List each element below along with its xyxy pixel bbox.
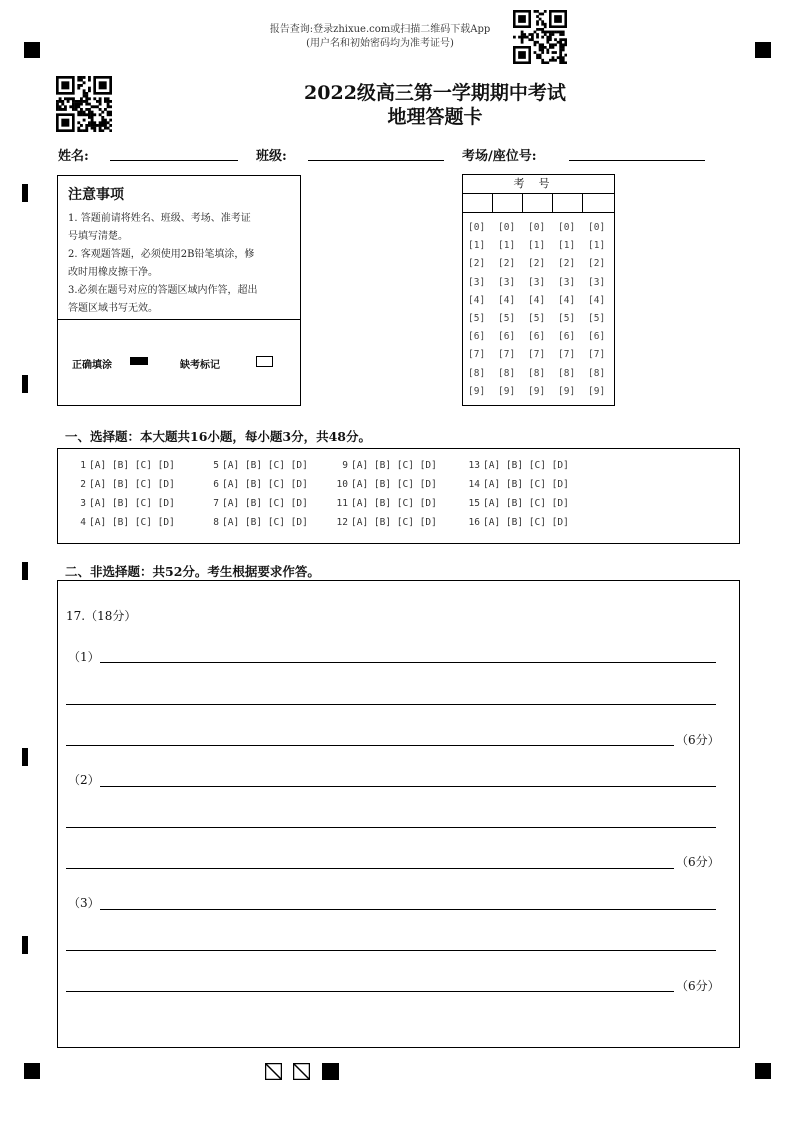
digit-bubble[interactable]: [2]: [498, 258, 516, 270]
notice-line: 1. 答题前请将姓名、班级、考场、准考证: [68, 213, 251, 224]
digit-bubble[interactable]: [6]: [558, 331, 576, 343]
question-number: 9: [342, 460, 348, 471]
section1-title: 一、选择题：本大题共16小题，每小题3分，共48分。: [65, 429, 371, 444]
choice-question-row[interactable]: [336, 517, 437, 528]
digit-bubble[interactable]: [0]: [558, 222, 576, 233]
digit-bubble[interactable]: [3]: [588, 276, 606, 288]
part-3-score: （6分）: [676, 979, 720, 993]
question-number: 8: [213, 517, 219, 528]
digit-bubble[interactable]: [3]: [498, 276, 516, 288]
qr-code-icon[interactable]: [513, 10, 567, 64]
timing-bar: [22, 184, 28, 202]
digit-bubble[interactable]: [7]: [498, 349, 516, 361]
question-number: 4: [80, 517, 86, 528]
exam-number-cell[interactable]: [523, 194, 553, 213]
choice-question-row[interactable]: [74, 479, 175, 490]
digit-bubble[interactable]: [8]: [468, 367, 486, 379]
question-number: 6: [213, 479, 219, 490]
answer-line[interactable]: [66, 704, 716, 705]
digit-bubble[interactable]: [2]: [558, 258, 576, 270]
choice-question-row[interactable]: [207, 517, 308, 528]
answer-line[interactable]: [66, 745, 674, 746]
digit-bubble[interactable]: [5]: [468, 313, 486, 324]
answer-options[interactable]: [A] [B] [C] [D]: [89, 498, 175, 509]
digit-bubble[interactable]: [8]: [588, 367, 606, 379]
choice-question-row[interactable]: [336, 460, 437, 471]
digit-bubble[interactable]: [0]: [528, 222, 546, 233]
answer-line[interactable]: [66, 950, 716, 951]
digit-bubble[interactable]: [6]: [498, 331, 516, 343]
answer-options[interactable]: [A] [B] [C] [D]: [89, 460, 175, 471]
question-number: 1: [80, 460, 86, 471]
digit-bubble[interactable]: [9]: [468, 385, 486, 397]
name-label: 姓名:: [58, 149, 89, 164]
timing-bar: [22, 375, 28, 393]
choice-question-row[interactable]: [207, 479, 308, 490]
choice-question-row[interactable]: [468, 460, 569, 471]
answer-options[interactable]: [A] [B] [C] [D]: [483, 517, 569, 528]
digit-bubble[interactable]: [5]: [498, 313, 516, 324]
digit-bubble[interactable]: [3]: [558, 276, 576, 288]
written-answer-area: [57, 580, 740, 1048]
digit-bubble[interactable]: [2]: [468, 258, 486, 270]
exam-title: 2022级高三第一学期期中考试: [304, 82, 566, 104]
digit-bubble[interactable]: [9]: [558, 385, 576, 397]
notice-title: 注意事项: [68, 187, 124, 203]
answer-options[interactable]: [A] [B] [C] [D]: [483, 479, 569, 490]
name-field[interactable]: [110, 160, 238, 161]
choice-question-row[interactable]: [336, 498, 437, 509]
report-query-notice: [230, 23, 530, 51]
exam-number-cell[interactable]: [583, 194, 614, 213]
question-number: 14: [468, 479, 480, 490]
choice-question-row[interactable]: [468, 517, 569, 528]
answer-line[interactable]: [66, 868, 674, 869]
choice-question-row[interactable]: [468, 498, 569, 509]
qr-code-icon: [56, 76, 112, 132]
choice-question-row[interactable]: [336, 479, 437, 490]
part-1-label: （1）: [68, 650, 100, 664]
digit-bubble[interactable]: [8]: [498, 367, 516, 379]
divider: [58, 319, 300, 320]
answer-options[interactable]: [A] [B] [C] [D]: [351, 479, 437, 490]
digit-bubble[interactable]: [4]: [528, 294, 546, 306]
part-3-label: （3）: [68, 896, 100, 910]
exam-number-cell[interactable]: [463, 194, 493, 213]
digit-bubble[interactable]: [5]: [528, 313, 546, 324]
digit-bubble[interactable]: [1]: [588, 240, 606, 252]
digit-bubble[interactable]: [7]: [558, 349, 576, 361]
exam-number-cell[interactable]: [493, 194, 523, 213]
digit-bubble[interactable]: [3]: [528, 276, 546, 288]
page-code-box-slashed: [265, 1063, 282, 1080]
absent-mark-checkbox[interactable]: [256, 356, 273, 367]
answer-options[interactable]: [A] [B] [C] [D]: [351, 460, 437, 471]
question-number: 10: [336, 479, 348, 490]
digit-bubble[interactable]: [9]: [588, 385, 606, 397]
exam-number-cell[interactable]: [553, 194, 583, 213]
correct-fill-label: 正确填涂: [72, 360, 112, 371]
answer-line[interactable]: [100, 662, 716, 663]
timing-bar: [22, 562, 28, 580]
notice-line: 改时用橡皮擦干净。: [68, 267, 158, 278]
part-1-score: （6分）: [676, 733, 720, 747]
choice-question-row[interactable]: [468, 479, 569, 490]
student-info-row: [58, 145, 738, 167]
digit-bubble[interactable]: [4]: [468, 294, 486, 306]
digit-bubble[interactable]: [1]: [468, 240, 486, 252]
digit-bubble[interactable]: [6]: [588, 331, 606, 343]
choice-question-row[interactable]: [207, 460, 308, 471]
seat-field[interactable]: [569, 160, 705, 161]
answer-options[interactable]: [A] [B] [C] [D]: [351, 517, 437, 528]
part-2-score: （6分）: [676, 855, 720, 869]
digit-bubble[interactable]: [5]: [588, 313, 606, 324]
notice-line: 号填写清楚。: [68, 231, 128, 242]
section2-title: 二、非选择题：共52分。考生根据要求作答。: [65, 564, 320, 579]
digit-bubble[interactable]: [1]: [558, 240, 576, 252]
exam-number-grid: [462, 174, 615, 406]
question-number: 13: [468, 460, 480, 471]
timing-bar: [22, 936, 28, 954]
notice-box: [57, 175, 301, 406]
digit-bubble[interactable]: [4]: [498, 294, 516, 306]
notice-line: 答题区域书写无效。: [68, 303, 158, 314]
corner-mark-top-left: [24, 42, 40, 58]
exam-number-header: 考号: [463, 175, 614, 194]
choice-question-row[interactable]: [74, 460, 175, 471]
digit-bubble[interactable]: [1]: [498, 240, 516, 252]
question-number: 15: [468, 498, 480, 509]
page-code-box-slashed: [293, 1063, 310, 1080]
question-number: 16: [468, 517, 480, 528]
digit-bubble[interactable]: [5]: [558, 313, 576, 324]
corner-mark-bottom-right: [755, 1063, 771, 1079]
question-number: 12: [336, 517, 348, 528]
filled-bubble-example: [130, 357, 148, 365]
digit-bubble[interactable]: [4]: [588, 294, 606, 306]
absent-mark-label: 缺考标记: [180, 360, 220, 371]
digit-bubble[interactable]: [9]: [498, 385, 516, 397]
digit-bubble[interactable]: [9]: [528, 385, 546, 397]
choice-answer-area: [57, 448, 740, 544]
digit-bubble[interactable]: [3]: [468, 276, 486, 288]
answer-line[interactable]: [100, 909, 716, 910]
question-number: 11: [336, 498, 348, 509]
exam-subtitle: 地理答题卡: [387, 106, 483, 128]
answer-options[interactable]: [A] [B] [C] [D]: [222, 479, 308, 490]
digit-bubble[interactable]: [2]: [588, 258, 606, 270]
digit-bubble[interactable]: [7]: [468, 349, 486, 361]
question-number: 3: [80, 498, 86, 509]
digit-bubble[interactable]: [7]: [528, 349, 546, 361]
choice-question-row[interactable]: [74, 498, 175, 509]
answer-options[interactable]: [A] [B] [C] [D]: [89, 517, 175, 528]
notice-line: 3.必须在题号对应的答题区域内作答，超出: [68, 285, 258, 296]
question-number: 2: [80, 479, 86, 490]
answer-options[interactable]: [A] [B] [C] [D]: [222, 517, 308, 528]
digit-bubble[interactable]: [6]: [468, 331, 486, 343]
answer-options[interactable]: [A] [B] [C] [D]: [89, 479, 175, 490]
answer-options[interactable]: [A] [B] [C] [D]: [483, 460, 569, 471]
digit-bubble[interactable]: [0]: [588, 222, 606, 233]
corner-mark-top-right: [755, 42, 771, 58]
class-label: 班级:: [256, 149, 287, 164]
corner-mark-bottom-left: [24, 1063, 40, 1079]
digit-bubble[interactable]: [8]: [528, 367, 546, 379]
credentials-note: (用户名和初始密码均为准考证号): [306, 38, 454, 49]
question-number: 5: [213, 460, 219, 471]
choice-question-row[interactable]: [74, 517, 175, 528]
part-2-label: （2）: [68, 773, 100, 787]
answer-options[interactable]: [A] [B] [C] [D]: [222, 498, 308, 509]
digit-bubble[interactable]: [7]: [588, 349, 606, 361]
answer-line[interactable]: [66, 991, 674, 992]
answer-options[interactable]: [A] [B] [C] [D]: [222, 460, 308, 471]
answer-line[interactable]: [66, 827, 716, 828]
digit-bubble[interactable]: [8]: [558, 367, 576, 379]
timing-bar: [22, 748, 28, 766]
seat-label: 考场/座位号:: [462, 149, 537, 164]
digit-bubble[interactable]: [0]: [498, 222, 516, 233]
class-field[interactable]: [308, 160, 444, 161]
answer-line[interactable]: [100, 786, 716, 787]
digit-bubble[interactable]: [1]: [528, 240, 546, 252]
page-code-box-filled: [322, 1063, 339, 1080]
digit-bubble[interactable]: [0]: [468, 222, 486, 233]
question-17-label: 17.（18分）: [66, 609, 137, 623]
digit-bubble[interactable]: [2]: [528, 258, 546, 270]
report-query-line: 报告查询:登录zhixue.com或扫描二维码下载App: [269, 24, 491, 35]
digit-bubble[interactable]: [6]: [528, 331, 546, 343]
answer-options[interactable]: [A] [B] [C] [D]: [483, 498, 569, 509]
question-number: 7: [213, 498, 219, 509]
notice-line: 2. 客观题答题，必须使用2B铅笔填涂，修: [68, 249, 255, 260]
answer-options[interactable]: [A] [B] [C] [D]: [351, 498, 437, 509]
digit-bubble[interactable]: [4]: [558, 294, 576, 306]
choice-question-row[interactable]: [207, 498, 308, 509]
